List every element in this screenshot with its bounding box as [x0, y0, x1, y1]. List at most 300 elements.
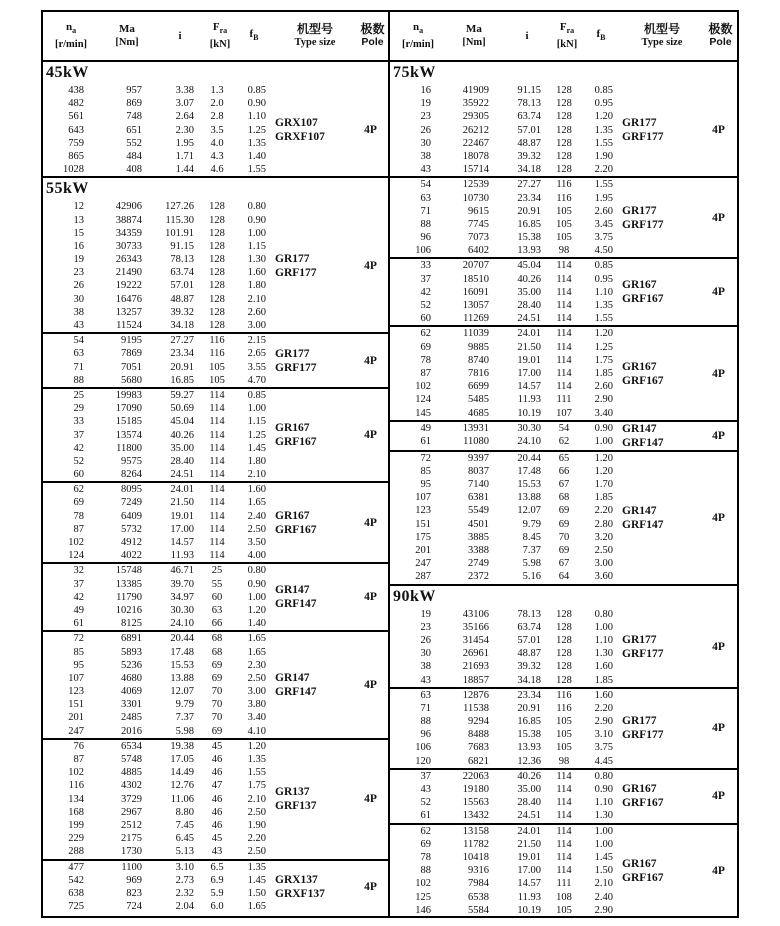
i-cell: 7.37 — [175, 712, 194, 724]
na-cell: 199 — [68, 819, 84, 831]
fb-cell: 1.65 — [247, 901, 266, 913]
fra-cell: 128 — [556, 137, 572, 149]
header-symbol — [43, 21, 99, 37]
header-unit: [kN] — [556, 38, 578, 50]
ma-cell: 15185 — [115, 416, 142, 428]
fb-cell: 3.50 — [247, 537, 266, 548]
ma-cell: 16476 — [115, 293, 142, 305]
na-cell: 542 — [68, 874, 84, 886]
na-cell: 38 — [420, 661, 431, 673]
fb-cell: 1.45 — [247, 874, 266, 886]
header-symbol — [273, 23, 357, 36]
rating-rows — [43, 334, 269, 387]
pole-label: 4P — [712, 286, 725, 299]
fb-cell: 1.60 — [247, 484, 266, 496]
type-size-label: GR147 — [622, 504, 657, 517]
fra-cell: 114 — [556, 273, 572, 285]
fb-cell: 4.45 — [594, 755, 613, 767]
fb-cell: 0.85 — [594, 85, 613, 96]
i-cell: 21.50 — [517, 341, 541, 353]
ma-cell: 4685 — [468, 407, 489, 419]
fra-cell: 69 — [211, 672, 223, 684]
rating-rows — [390, 689, 616, 768]
type-size-label: GR177 — [275, 253, 310, 266]
fb-cell: 3.10 — [594, 729, 613, 741]
fra-cell: 114 — [209, 389, 225, 401]
rating-group — [390, 327, 737, 421]
rating-rows — [390, 327, 616, 419]
type-size-label: GRF167 — [622, 797, 664, 810]
rating-rows — [390, 770, 616, 823]
na-cell: 88 — [420, 716, 431, 728]
fra-cell: 45 — [211, 833, 223, 845]
ma-cell: 19180 — [462, 784, 489, 795]
fb-cell: 2.90 — [594, 904, 613, 916]
rating-rows — [43, 200, 269, 332]
section-title: 45kW — [46, 64, 89, 81]
i-cell: 23.34 — [517, 689, 541, 701]
ma-cell: 5236 — [121, 659, 142, 671]
section-title: 55kW — [46, 180, 89, 198]
i-cell: 1.71 — [175, 150, 194, 162]
type-size-label: GRF167 — [622, 374, 664, 387]
fb-cell: 0.85 — [247, 85, 266, 96]
na-cell: 107 — [415, 492, 431, 504]
type-size-label: GR177 — [622, 715, 657, 728]
fb-cell: 1.65 — [247, 633, 266, 645]
fb-cell: 1.35 — [594, 124, 613, 136]
rating-group — [390, 84, 737, 178]
header-symbol-main: Ma — [466, 23, 482, 35]
na-cell: 43 — [420, 164, 431, 176]
ma-cell: 13385 — [115, 578, 142, 590]
fb-cell: 1.60 — [594, 661, 613, 673]
fb-cell: 1.70 — [594, 479, 613, 491]
fra-cell: 46 — [211, 806, 223, 818]
fra-cell: 69 — [211, 725, 223, 737]
type-size-label: GRF147 — [622, 436, 664, 449]
type-size-block — [616, 689, 700, 768]
type-size-label: GR167 — [622, 360, 657, 373]
i-cell: 5.13 — [175, 846, 194, 858]
ma-cell: 11524 — [116, 320, 142, 331]
i-cell: 19.38 — [170, 740, 194, 752]
ma-cell: 4680 — [121, 672, 142, 684]
i-cell: 40.26 — [517, 770, 541, 782]
fb-cell: 2.60 — [247, 306, 266, 318]
ma-cell: 17090 — [115, 403, 142, 415]
ma-cell: 484 — [126, 150, 142, 162]
i-cell: 23.34 — [170, 348, 194, 360]
fra-cell: 114 — [556, 770, 572, 782]
ma-cell: 26343 — [115, 254, 142, 266]
ma-cell: 9885 — [468, 341, 489, 353]
i-cell: 57.01 — [517, 124, 541, 136]
ma-cell: 9615 — [468, 205, 489, 217]
fb-cell: 3.00 — [594, 558, 613, 570]
fb-cell: 2.50 — [247, 806, 266, 818]
fb-cell: 1.35 — [247, 754, 266, 765]
na-cell: 124 — [68, 550, 84, 562]
i-cell: 1.44 — [175, 164, 194, 176]
na-cell: 247 — [68, 725, 84, 737]
fb-cell: 2.50 — [247, 523, 266, 535]
na-cell: 95 — [73, 659, 84, 671]
rating-group — [43, 84, 388, 178]
i-cell: 5.98 — [175, 725, 194, 737]
i-cell: 39.70 — [170, 578, 194, 590]
header-symbol — [99, 23, 155, 36]
ma-cell: 8740 — [468, 354, 489, 366]
i-cell: 40.26 — [170, 429, 194, 441]
i-cell: 2.73 — [175, 874, 194, 886]
type-size-label: GRX107 — [275, 117, 318, 130]
fra-cell: 114 — [556, 851, 572, 863]
na-cell: 102 — [415, 381, 431, 393]
ma-cell: 15748 — [115, 565, 142, 577]
fra-cell: 128 — [556, 648, 572, 660]
fra-cell: 46 — [211, 793, 223, 805]
fb-cell: 1.55 — [594, 313, 613, 325]
na-cell: 69 — [420, 341, 431, 353]
fra-cell: 3.5 — [210, 124, 224, 136]
i-cell: 11.06 — [170, 793, 194, 805]
fb-cell: 3.75 — [594, 742, 613, 754]
type-size-block — [269, 200, 353, 332]
ma-cell: 9294 — [468, 716, 489, 728]
type-size-label: GRF167 — [622, 293, 664, 306]
fra-cell: 128 — [556, 634, 572, 646]
i-cell: 17.48 — [170, 646, 194, 658]
i-cell: 11.93 — [170, 550, 194, 562]
na-cell: 54 — [73, 335, 84, 347]
pole-label: 4P — [712, 367, 725, 380]
na-cell: 638 — [68, 887, 84, 899]
type-size-block — [616, 327, 700, 419]
fra-cell: 68 — [211, 646, 223, 658]
fra-cell: 116 — [556, 702, 572, 714]
ma-cell: 35922 — [462, 98, 489, 110]
fra-cell: 114 — [209, 469, 225, 481]
i-cell: 24.51 — [517, 313, 541, 325]
header-symbol-main: i — [525, 29, 529, 42]
i-cell: 5.98 — [522, 558, 541, 570]
ma-cell: 9575 — [121, 455, 142, 467]
type-size-label: GRF167 — [275, 436, 317, 449]
fb-cell: 1.15 — [247, 240, 266, 252]
ma-cell: 823 — [126, 887, 142, 899]
na-cell: 23 — [420, 621, 431, 633]
ma-cell: 8125 — [121, 618, 142, 630]
i-cell: 20.91 — [170, 361, 194, 373]
fra-cell: 114 — [209, 455, 225, 467]
fb-cell: 1.00 — [594, 838, 613, 850]
fra-cell: 114 — [556, 328, 572, 340]
ma-cell: 651 — [126, 124, 142, 136]
i-cell: 11.93 — [517, 394, 541, 406]
pole-label: 4P — [364, 516, 377, 529]
fb-cell: 1.30 — [247, 254, 266, 266]
na-cell: 120 — [415, 755, 431, 767]
fb-cell: 2.10 — [247, 793, 266, 805]
fra-cell: 128 — [556, 164, 572, 176]
fb-cell: 1.95 — [594, 192, 613, 204]
ma-cell: 2372 — [468, 571, 489, 583]
fb-cell: 1.40 — [247, 150, 266, 162]
i-cell: 24.01 — [517, 825, 541, 837]
na-cell: 759 — [68, 137, 84, 149]
na-cell: 37 — [73, 578, 84, 590]
na-cell: 168 — [68, 806, 84, 818]
type-size-label: GRF177 — [622, 218, 664, 231]
type-size-block — [269, 84, 353, 176]
i-cell: 2.64 — [175, 111, 194, 123]
i-cell: 24.01 — [170, 484, 194, 496]
na-cell: 71 — [420, 205, 431, 217]
na-cell: 175 — [415, 531, 431, 543]
fra-cell: 55 — [211, 578, 223, 590]
i-cell: 57.01 — [170, 280, 194, 292]
rating-rows — [43, 389, 269, 481]
i-cell: 45.04 — [517, 260, 541, 272]
fra-cell: 128 — [556, 124, 572, 136]
fra-cell: 105 — [556, 218, 572, 230]
ma-cell: 4501 — [468, 518, 489, 530]
fra-cell: 114 — [209, 537, 225, 548]
header-unit: [Nm] — [462, 37, 486, 48]
header-symbol-main: f — [249, 27, 254, 40]
fra-cell: 128 — [209, 227, 225, 239]
fra-cell: 70 — [211, 699, 223, 711]
na-cell: 61 — [420, 810, 431, 822]
pole-label: 4P — [364, 880, 377, 893]
header-symbol-sub: a — [419, 26, 424, 36]
na-cell: 37 — [420, 273, 431, 285]
ma-cell: 10418 — [462, 851, 489, 863]
type-size-label: GR167 — [622, 783, 657, 796]
na-cell: 106 — [415, 742, 431, 754]
ma-cell: 3885 — [468, 531, 489, 543]
fb-cell: 1.30 — [594, 810, 613, 822]
ma-cell: 7869 — [121, 348, 142, 360]
i-cell: 12.07 — [517, 505, 541, 517]
i-cell: 20.91 — [517, 702, 541, 714]
fb-cell: 1.20 — [247, 740, 266, 752]
i-cell: 1.95 — [175, 137, 194, 149]
fb-cell: 1.15 — [247, 416, 266, 428]
ma-cell: 3301 — [121, 699, 142, 711]
ma-cell: 13931 — [462, 422, 489, 434]
pole-label: 4P — [712, 211, 725, 224]
na-cell: 12 — [73, 201, 84, 213]
header-symbol — [552, 21, 582, 37]
fb-cell: 2.60 — [594, 381, 613, 393]
ma-cell: 9195 — [121, 335, 142, 347]
ma-cell: 21693 — [462, 661, 489, 673]
na-cell: 16 — [73, 240, 84, 252]
na-cell: 26 — [73, 280, 84, 292]
type-size-label: GRXF107 — [275, 131, 325, 144]
type-size-block — [616, 770, 700, 823]
i-cell: 13.88 — [170, 672, 194, 684]
ma-cell: 2485 — [121, 712, 142, 724]
i-cell: 91.15 — [170, 240, 194, 252]
header-unit: Pole — [709, 36, 732, 48]
fra-cell: 6.5 — [210, 861, 224, 873]
rating-group — [390, 770, 737, 825]
ma-cell: 19983 — [115, 389, 142, 401]
i-cell: 24.10 — [517, 435, 541, 447]
na-cell: 87 — [420, 367, 431, 379]
fra-cell: 128 — [556, 85, 572, 96]
i-cell: 15.38 — [517, 232, 541, 244]
ma-cell: 748 — [126, 111, 142, 123]
fb-cell: 0.85 — [247, 389, 266, 401]
na-cell: 30 — [73, 293, 84, 305]
fra-cell: 105 — [209, 361, 225, 373]
rating-group — [390, 689, 737, 770]
ma-cell: 11538 — [463, 702, 489, 714]
fb-cell: 1.75 — [247, 780, 266, 792]
ma-cell: 4069 — [121, 686, 142, 698]
fra-cell: 67 — [558, 479, 570, 491]
i-cell: 40.26 — [517, 273, 541, 285]
fra-cell: 45 — [211, 740, 223, 752]
ma-cell: 15714 — [462, 164, 489, 176]
fra-cell: 116 — [556, 192, 572, 204]
i-cell: 14.57 — [517, 878, 541, 890]
fb-cell: 2.10 — [594, 878, 613, 890]
fra-cell: 64 — [558, 571, 570, 583]
fra-cell: 107 — [556, 407, 572, 419]
fra-cell: 114 — [556, 341, 572, 353]
i-cell: 39.32 — [170, 306, 194, 318]
fra-cell: 46 — [211, 754, 223, 765]
i-cell: 21.50 — [517, 838, 541, 850]
i-cell: 27.27 — [517, 179, 541, 191]
na-cell: 16 — [420, 85, 431, 96]
fra-cell: 114 — [556, 367, 572, 379]
fra-cell: 98 — [558, 245, 570, 257]
rating-group — [43, 861, 388, 914]
fra-cell: 70 — [558, 531, 570, 543]
column-header-row — [390, 12, 737, 62]
ma-cell: 957 — [126, 85, 142, 96]
na-cell: 123 — [68, 686, 84, 698]
i-cell: 48.87 — [517, 137, 541, 149]
fra-cell: 114 — [209, 416, 225, 428]
i-cell: 12.36 — [517, 755, 541, 767]
ma-cell: 7140 — [468, 479, 489, 491]
ma-cell: 2749 — [468, 558, 489, 570]
fra-cell: 65 — [558, 452, 570, 464]
type-size-label: GR177 — [622, 204, 657, 217]
pole-label: 4P — [712, 641, 725, 654]
header-type-size — [620, 23, 704, 49]
ma-cell: 22467 — [462, 137, 489, 149]
i-cell: 15.53 — [170, 659, 194, 671]
fra-cell: 105 — [556, 232, 572, 244]
ma-cell: 35166 — [462, 621, 489, 633]
na-cell: 201 — [415, 545, 431, 556]
ma-cell: 5748 — [121, 754, 142, 765]
i-cell: 13.93 — [517, 245, 541, 257]
na-cell: 61 — [420, 435, 431, 447]
ma-cell: 13057 — [462, 300, 489, 311]
na-cell: 88 — [420, 218, 431, 230]
fb-cell: 1.85 — [594, 674, 613, 686]
fra-cell: 128 — [209, 214, 225, 226]
ma-cell: 13257 — [115, 306, 142, 318]
type-size-block — [269, 632, 353, 738]
header-symbol-sub: a — [72, 26, 77, 36]
fra-cell: 105 — [556, 716, 572, 728]
na-cell: 477 — [68, 861, 84, 873]
na-cell: 88 — [73, 374, 84, 386]
rating-rows — [43, 483, 269, 562]
ma-cell: 9316 — [468, 865, 489, 877]
i-cell: 19.01 — [517, 851, 541, 863]
fb-cell: 0.90 — [247, 214, 266, 226]
fb-cell: 2.10 — [247, 293, 266, 305]
i-cell: 27.27 — [170, 335, 194, 347]
fra-cell: 128 — [556, 608, 572, 620]
type-size-label: GR177 — [275, 347, 310, 360]
ma-cell: 11790 — [116, 591, 142, 603]
ma-cell: 8037 — [468, 465, 489, 477]
i-cell: 12.76 — [170, 780, 194, 792]
na-cell: 37 — [73, 429, 84, 441]
fb-cell: 1.80 — [247, 280, 266, 292]
i-cell: 34.18 — [170, 320, 194, 331]
rating-group — [43, 740, 388, 861]
type-size-block — [616, 452, 700, 584]
na-cell: 287 — [415, 571, 431, 583]
rating-group — [43, 632, 388, 740]
header-symbol — [235, 28, 273, 44]
ma-cell: 4912 — [121, 537, 142, 548]
i-cell: 13.88 — [517, 492, 541, 504]
fra-cell: 114 — [209, 442, 225, 454]
header-symbol-sub: ra — [566, 26, 575, 36]
fb-cell: 2.20 — [594, 505, 613, 517]
fra-cell: 60 — [211, 591, 223, 603]
type-size-label: GRF177 — [622, 729, 664, 742]
fra-cell: 6.9 — [210, 874, 224, 886]
header-unit: [Nm] — [115, 37, 139, 48]
ma-cell: 34359 — [115, 227, 142, 239]
fra-cell: 114 — [209, 497, 225, 509]
type-size-label: GR147 — [275, 672, 310, 685]
fra-cell: 114 — [209, 523, 225, 535]
fra-cell: 128 — [556, 150, 572, 162]
ma-cell: 11080 — [463, 435, 489, 447]
ma-cell: 1730 — [121, 846, 142, 858]
fra-cell: 114 — [209, 484, 225, 496]
header-ma — [446, 23, 502, 49]
na-cell: 288 — [68, 846, 84, 858]
fra-cell: 114 — [556, 313, 572, 325]
fra-cell: 108 — [556, 891, 572, 903]
pole-label: 4P — [364, 591, 377, 604]
ma-cell: 7073 — [468, 232, 489, 244]
fra-cell: 43 — [211, 846, 223, 858]
fb-cell: 1.85 — [594, 492, 613, 504]
ma-cell: 6534 — [121, 740, 142, 752]
ma-cell: 5732 — [121, 523, 142, 535]
ma-cell: 969 — [126, 874, 142, 886]
fra-cell: 128 — [209, 240, 225, 252]
